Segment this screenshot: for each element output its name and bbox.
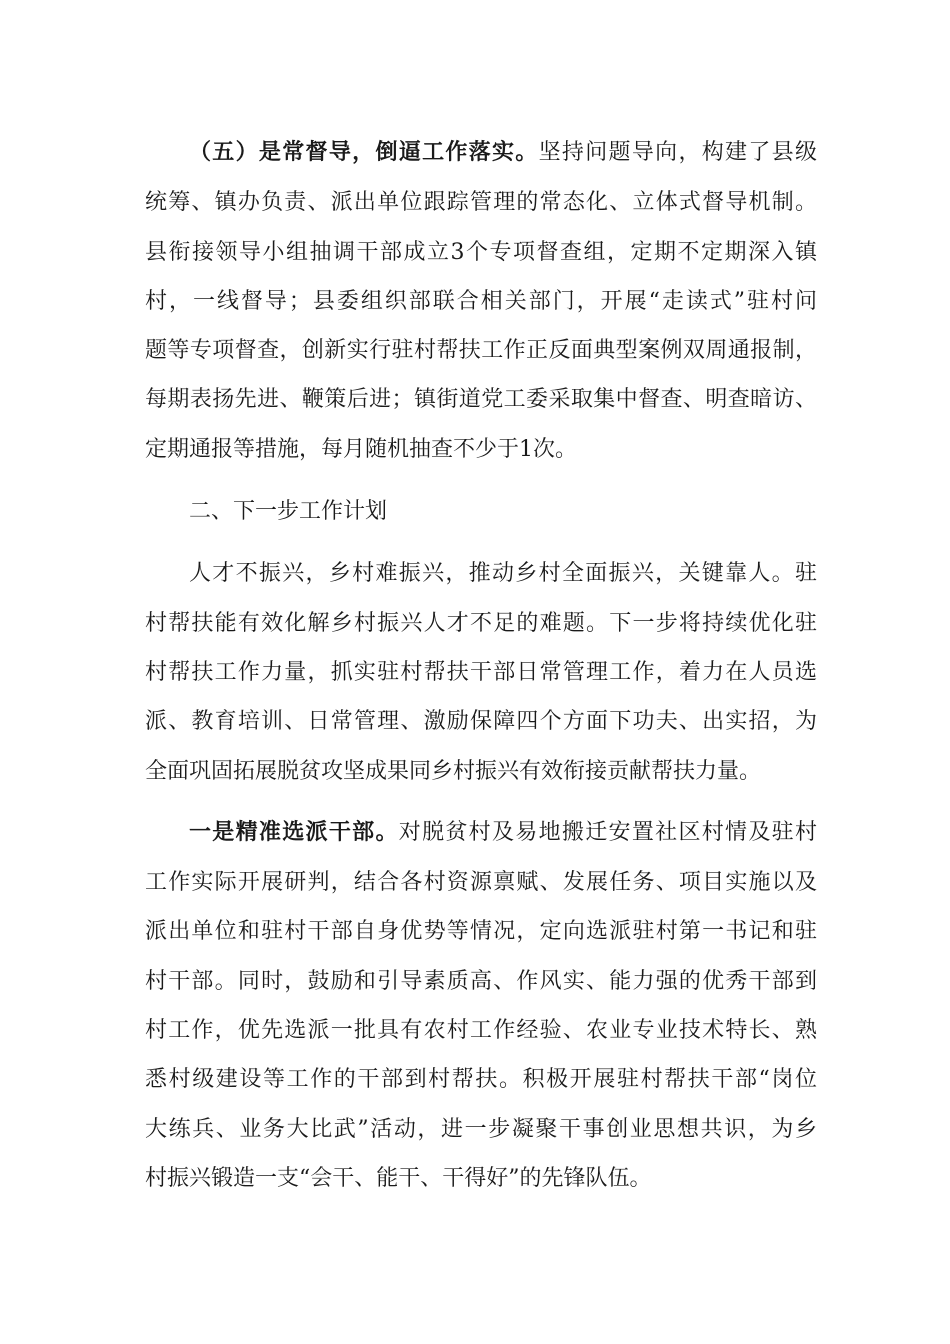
plan-line-2: 村帮扶能有效化解乡村振兴人才不足的难题。下一步将持续优化驻 xyxy=(145,611,817,636)
section5-lead: （五）是常督导，倒逼工作落实。 xyxy=(189,140,539,165)
point-one-line-4: 村干部。同时，鼓励和引导素质高、作风实、能力强的优秀干部到 xyxy=(145,969,817,994)
point-one-line-1 xyxy=(189,818,817,848)
plan-line-3: 村帮扶工作力量，抓实驻村帮扶干部日常管理工作，着力在人员选 xyxy=(145,660,817,685)
point-one-first-line-rest: 对脱贫村及易地搬迁安置社区村情及驻村 xyxy=(398,820,817,845)
section5-line-4: 村，一线督导；县委组织部联合相关部门，开展“走读式”驻村问 xyxy=(145,289,817,314)
plan-line-1: 人才不振兴，乡村难振兴，推动乡村全面振兴，关键靠人。驻 xyxy=(189,561,817,586)
plan-line-5: 全面巩固拓展脱贫攻坚成果同乡村振兴有效衔接贡献帮扶力量。 xyxy=(145,759,762,784)
section5-line-6: 每期表扬先进、鞭策后进；镇街道党工委采取集中督查、明查暗访、 xyxy=(145,387,817,412)
section5-line-5: 题等专项督查，创新实行驻村帮扶工作正反面典型案例双周通报制， xyxy=(145,338,817,363)
section5-line-3: 县衔接领导小组抽调干部成立3个专项督查组，定期不定期深入镇 xyxy=(145,240,817,265)
point-one-line-5: 村工作，优先选派一批具有农村工作经验、农业专业技术特长、熟 xyxy=(145,1018,817,1043)
section5-line-1 xyxy=(189,138,817,168)
section5-line-7: 定期通报等措施，每月随机抽查不少于1次。 xyxy=(145,437,577,462)
point-one-line-8: 村振兴锻造一支“会干、能干、干得好”的先锋队伍。 xyxy=(145,1166,652,1191)
point-one-line-3: 派出单位和驻村干部自身优势等情况，定向选派驻村第一书记和驻 xyxy=(145,919,817,944)
point-one-line-7: 大练兵、业务大比武”活动，进一步凝聚干事创业思想共识，为乡 xyxy=(145,1117,817,1142)
point-one-line-6: 悉村级建设等工作的干部到村帮扶。积极开展驻村帮扶干部“岗位 xyxy=(145,1067,817,1092)
section5-first-line-rest: 坚持问题导向，构建了县级 xyxy=(538,140,817,165)
plan-line-4: 派、教育培训、日常管理、激励保障四个方面下功夫、出实招，为 xyxy=(145,709,817,734)
section5-line-2: 统筹、镇办负责、派出单位跟踪管理的常态化、立体式督导机制。 xyxy=(145,190,817,215)
section-heading: 二、下一步工作计划 xyxy=(189,499,388,524)
point-one-line-2: 工作实际开展研判，结合各村资源禀赋、发展任务、项目实施以及 xyxy=(145,870,817,895)
point-one-lead: 一是精准选派干部。 xyxy=(189,820,399,845)
